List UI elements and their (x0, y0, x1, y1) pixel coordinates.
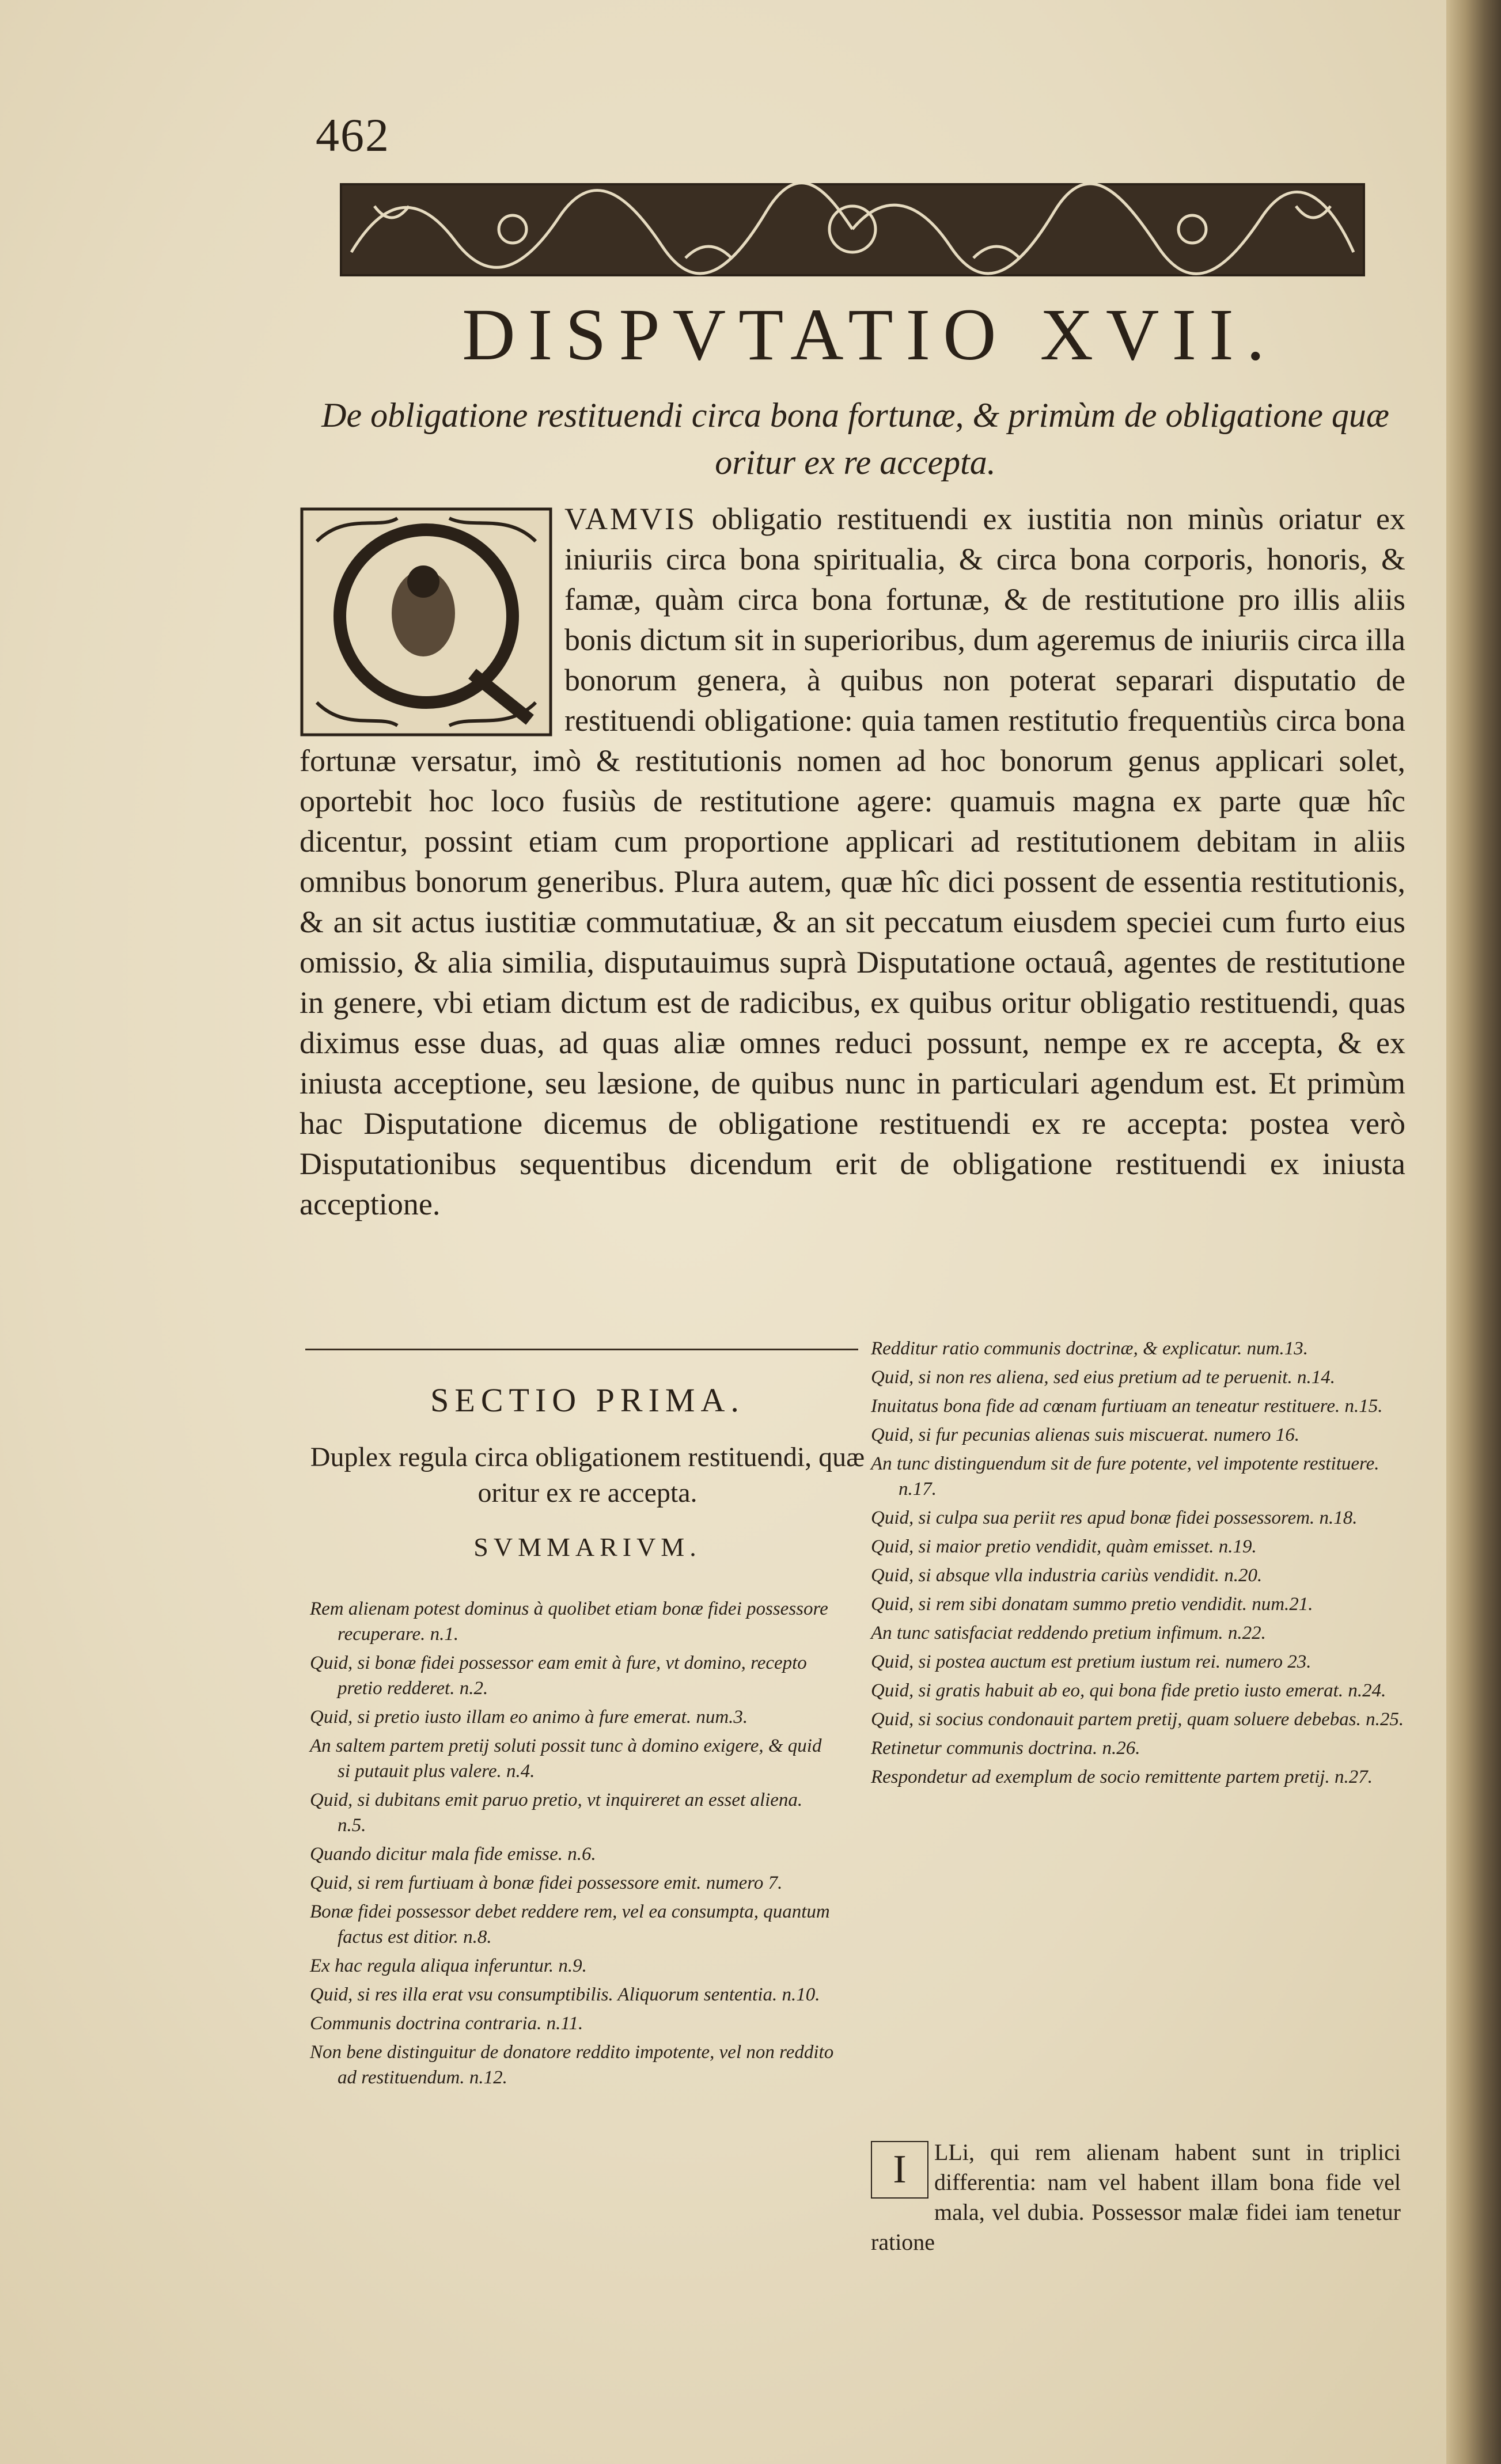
summary-item: Respondetur ad exemplum de socio remittente partem pretij. n.27. (871, 1767, 1373, 1787)
summary-item: Inuitatus bona fide ad cœnam furtiuam an teneatur restituere. n.15. (871, 1396, 1383, 1417)
page-edge-shadow (1446, 0, 1501, 2464)
summary-item: Ex hac regula aliqua inferuntur. n.9. (310, 1956, 587, 1976)
summary-item: An tunc satisfaciat reddendo pretium infimum. n.22. (871, 1623, 1266, 1643)
summary-item: Quid, si absque vlla industria cariùs vendidit. n.20. (871, 1565, 1263, 1586)
summary-item: Quid, si postea auctum est pretium iustum rei. numero 23. (871, 1651, 1312, 1672)
opening-text: LLi, qui rem alienam habent sunt in triplici differentia: nam vel habent illam bona fide vel mala, vel dubia. Possessor malæ fidei iam tenetur ratione (871, 2139, 1401, 2255)
disputation-subtitle: De obligatione restituendi circa bona fortunæ, & primùm de obligatione quæ oritur ex re accepta. (321, 396, 1389, 481)
summary-item: Quando dicitur mala fide emisse. n.6. (310, 1844, 596, 1865)
summary-item: Quid, si bonæ fidei possessor eam emit à fure, vt domino, recepto pretio redderet. n.2. (310, 1653, 807, 1699)
summary-item: Quid, si dubitans emit paruo pretio, vt inquireret an esset aliena. n.5. (310, 1790, 803, 1836)
summary-item: An saltem partem pretij soluti possit tunc à domino exigere, & quid si putauit plus valere. n.4. (310, 1736, 822, 1782)
body-text: obligatio restituendi ex iustitia non minùs oriatur ex iniuriis circa bona spiritualia, & circa bona corporis, honoris, & famæ, quàm circa bona fortunæ, & de restitutione pro illis aliis bonis dictum sit in superioribus, dum ageremus de iniuriis circa illa bonorum genera, à quibus non poterat separari disputatio de restituendi obligatione: quia tamen restitutio frequentiùs circa bona fortunæ versatur, imò & restitutionis nomen ad hoc bonorum genus applicari solet, oportebit hoc loco fusiùs de restitutione agere: quamuis magna ex parte quæ hîc dicentur, possint etiam cum proportione applicari ad restitutionem debitam in aliis omnibus bonorum generibus. Plura autem, quæ hîc dici possent de essentia restitutionis, & an sit actus iustitiæ commutatiuæ, & an sit peccatum eiusdem speciei cum furto eius omissio, & alia similia, disputauimus suprà Disputatione octauâ, agentes de restitutione in genere, vbi etiam dictum est de radicibus, ex quibus oritur obligatio restituendi, quas diximus esse duas, ad quas aliæ omnes reduci possunt, nempe ex re accepta, & ex iniusta acceptione, seu læsione, de quibus nunc in particulari agendum est. Et primùm hac Disputatione dicemus de obligatione restituendi ex re accepta: postea verò Disputationibus sequentibus dicendum erit de obligatione restituendi ex iniusta acceptione. (300, 502, 1405, 1221)
summary-item: An tunc distinguendum sit de fure potente, vel impotente restituere. n.17. (871, 1453, 1379, 1499)
section-heading: SECTIO PRIMA. (430, 1381, 745, 1419)
disputation-title: DISPVTATIO XVII. (462, 294, 1278, 375)
section-description: Duplex regula circa obligationem restituendi, quæ oritur ex re accepta. (310, 1442, 865, 1508)
summary-item: Quid, si rem furtiuam à bonæ fidei possessore emit. numero 7. (310, 1873, 783, 1893)
summary-item: Non bene distinguitur de donatore reddito impotente, vel non reddito ad restituendum. n.12. (310, 2042, 834, 2088)
summary-item: Quid, si maior pretio vendidit, quàm emisset. n.19. (871, 1536, 1257, 1557)
section-opening-paragraph (871, 2138, 1401, 2257)
page-number: 462 (316, 109, 390, 161)
section-rule (305, 1349, 858, 1350)
summary-item: Quid, si gratis habuit ab eo, qui bona fide pretio iusto emerat. n.24. (871, 1680, 1386, 1701)
body-lead-word: VAMVIS (564, 502, 698, 536)
summary-item: Quid, si res illa erat vsu consumptibilis. Aliquorum sententia. n.10. (310, 1984, 820, 2005)
summary-right-column (871, 1336, 1407, 1793)
summary-item: Bonæ fidei possessor debet reddere rem, vel ea consumpta, quantum factus est ditior. n.8. (310, 1901, 830, 1947)
summary-item: Communis doctrina contraria. n.11. (310, 2013, 583, 2034)
summary-item: Quid, si rem sibi donatam summo pretio vendidit. num.21. (871, 1594, 1313, 1615)
summary-item: Redditur ratio communis doctrinæ, & explicatur. num.13. (871, 1338, 1308, 1359)
summary-item: Quid, si pretio iusto illam eo animo à fure emerat. num.3. (310, 1707, 748, 1728)
dropcap-spacer (300, 499, 564, 735)
summary-left-column (310, 1596, 834, 2094)
summary-item: Rem alienam potest dominus à quolibet etiam bonæ fidei possessore recuperare. n.1. (310, 1599, 828, 1645)
ornamental-headpiece (340, 183, 1365, 276)
body-paragraph (300, 499, 1405, 1224)
summary-item: Retinetur communis doctrina. n.26. (871, 1738, 1140, 1759)
summary-item: Quid, si culpa sua periit res apud bonæ fidei possessorem. n.18. (871, 1508, 1358, 1528)
summary-item: Quid, si fur pecunias alienas suis miscuerat. numero 16. (871, 1425, 1299, 1445)
summary-item: Quid, si non res aliena, sed eius pretium ad te peruenit. n.14. (871, 1367, 1335, 1388)
summary-heading: SVMMARIVM. (473, 1532, 702, 1562)
decorated-initial-i: I (871, 2141, 928, 2199)
summary-item: Quid, si socius condonauit partem pretij, quam soluere debebas. n.25. (871, 1709, 1404, 1730)
